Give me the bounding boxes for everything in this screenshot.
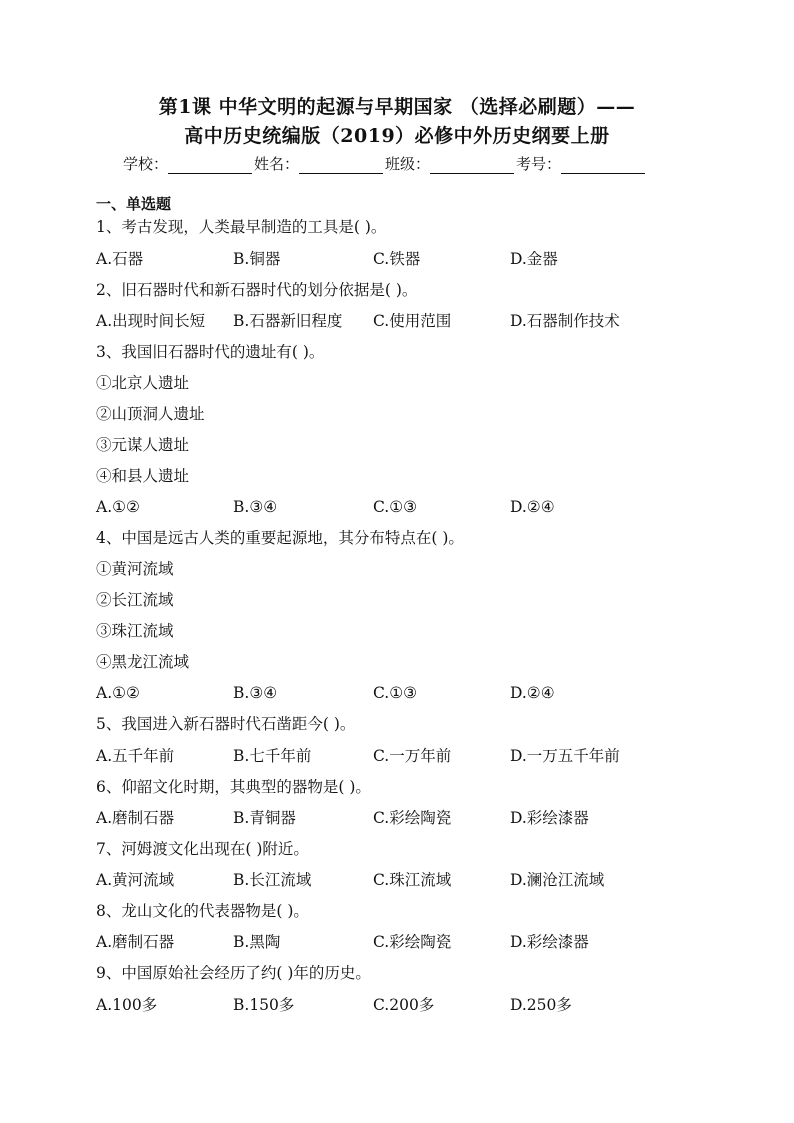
- class-label: 班级：: [385, 155, 431, 173]
- q3-item-4: ④和县人遗址: [96, 467, 190, 485]
- q7-option-c: C.珠江流域: [373, 871, 452, 889]
- q3-option-b: B.③④: [233, 498, 278, 516]
- q8-option-d: D.彩绘漆器: [510, 933, 589, 951]
- question-2-stem: 2、旧石器时代和新石器时代的划分依据是( )。: [96, 281, 418, 299]
- question-9-stem: 9、中国原始社会经历了约( )年的历史。: [96, 964, 371, 982]
- q6-option-a: A.磨制石器: [96, 809, 175, 827]
- question-4-stem: 4、中国是远古人类的重要起源地，其分布特点在( )。: [96, 529, 464, 547]
- q3-item-3: ③元谋人遗址: [96, 436, 190, 454]
- exam-no-label: 考号：: [516, 155, 562, 173]
- exam-no-blank[interactable]: [561, 158, 645, 174]
- q8-option-c: C.彩绘陶瓷: [373, 933, 452, 951]
- q4-option-b: B.③④: [233, 684, 278, 702]
- student-info-row: [123, 154, 683, 174]
- q7-option-a: A.黄河流域: [96, 871, 175, 889]
- q4-item-4: ④黑龙江流域: [96, 653, 190, 671]
- q2-option-b: B.石器新旧程度: [233, 312, 343, 330]
- question-7-stem: 7、河姆渡文化出现在( )附近。: [96, 840, 309, 858]
- q4-item-1: ①黄河流域: [96, 560, 174, 578]
- q4-option-d: D.②④: [510, 684, 555, 702]
- q3-option-a: A.①②: [96, 498, 140, 516]
- q4-option-a: A.①②: [96, 684, 140, 702]
- section-heading: 一、单选题: [96, 195, 172, 213]
- page-title-line1: 第1课 中华文明的起源与早期国家 （选择必刷题）——: [158, 96, 636, 118]
- q7-option-d: D.澜沧江流域: [510, 871, 605, 889]
- q8-option-a: A.磨制石器: [96, 933, 175, 951]
- name-label: 姓名：: [254, 155, 300, 173]
- q4-option-c: C.①③: [373, 684, 418, 702]
- q3-item-1: ①北京人遗址: [96, 374, 190, 392]
- q9-option-b: B.150多: [233, 996, 295, 1014]
- q5-option-d: D.一万五千年前: [510, 747, 620, 765]
- q9-option-a: A.100多: [96, 996, 158, 1014]
- q2-option-d: D.石器制作技术: [510, 312, 620, 330]
- q3-option-d: D.②④: [510, 498, 555, 516]
- q6-option-c: C.彩绘陶瓷: [373, 809, 452, 827]
- q5-option-c: C.一万年前: [373, 747, 452, 765]
- q5-option-b: B.七千年前: [233, 747, 312, 765]
- q8-option-b: B.黑陶: [233, 933, 281, 951]
- q2-option-c: C.使用范围: [373, 312, 452, 330]
- q9-option-d: D.250多: [510, 996, 572, 1014]
- q1-option-d: D.金器: [510, 250, 558, 268]
- question-3-stem: 3、我国旧石器时代的遗址有( )。: [96, 343, 325, 361]
- question-1-stem: 1、考古发现，人类最早制造的工具是( )。: [96, 218, 387, 236]
- question-8-stem: 8、龙山文化的代表器物是( )。: [96, 902, 309, 920]
- q3-item-2: ②山顶洞人遗址: [96, 405, 205, 423]
- name-blank[interactable]: [299, 158, 383, 174]
- q6-option-b: B.青铜器: [233, 809, 296, 827]
- q7-option-b: B.长江流域: [233, 871, 312, 889]
- q1-option-a: A.石器: [96, 250, 144, 268]
- school-blank[interactable]: [168, 158, 252, 174]
- q4-item-3: ③珠江流域: [96, 622, 174, 640]
- q3-option-c: C.①③: [373, 498, 418, 516]
- class-blank[interactable]: [430, 158, 514, 174]
- q4-item-2: ②长江流域: [96, 591, 174, 609]
- q2-option-a: A.出现时间长短: [96, 312, 206, 330]
- q1-option-b: B.铜器: [233, 250, 281, 268]
- q6-option-d: D.彩绘漆器: [510, 809, 589, 827]
- q9-option-c: C.200多: [373, 996, 435, 1014]
- q5-option-a: A.五千年前: [96, 747, 175, 765]
- question-5-stem: 5、我国进入新石器时代石凿距今( )。: [96, 715, 356, 733]
- q1-option-c: C.铁器: [373, 250, 421, 268]
- question-6-stem: 6、仰韶文化时期，其典型的器物是( )。: [96, 778, 371, 796]
- school-label: 学校：: [123, 155, 169, 173]
- page-title-line2: 高中历史统编版（2019）必修中外历史纲要上册: [184, 125, 610, 147]
